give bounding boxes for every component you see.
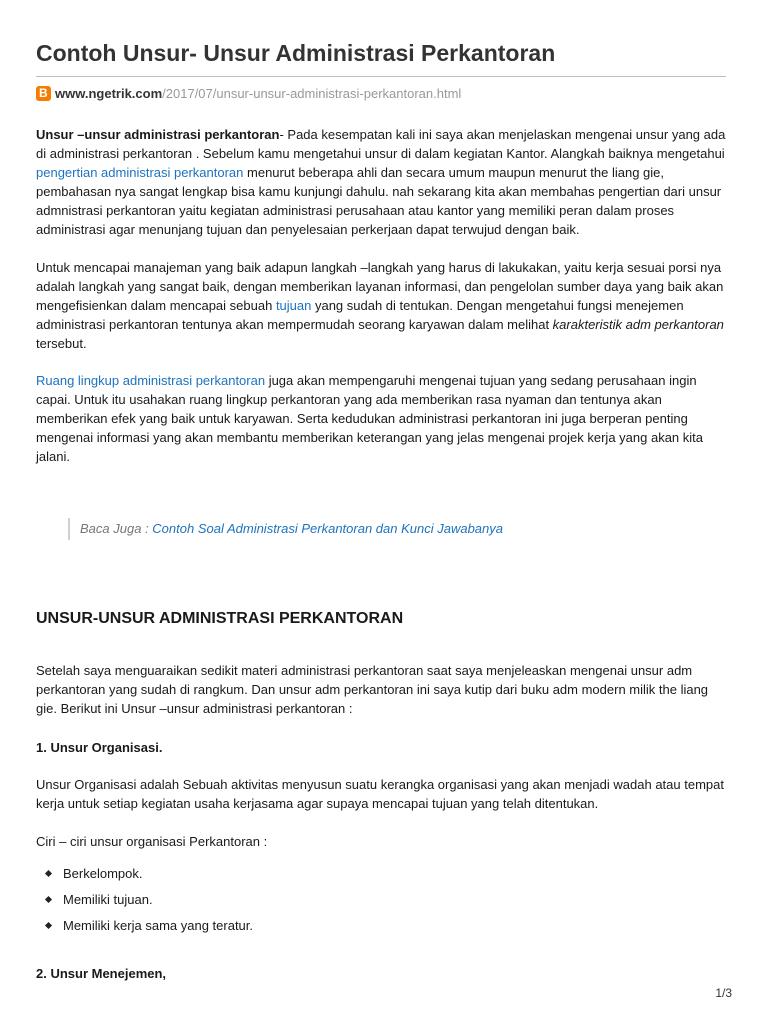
p2-emphasis: karakteristik adm perkantoran — [552, 317, 724, 332]
p3-text-1: juga akan mempengaruhi mengenai tujuan yang sedang perusahaan ingin capai. Untuk itu usahakan ruang lingkup perkantoran yang ada memberikan rasa nyaman dan tentunya akan memberikan efek yang baik untuk karyawan. Serta kedudukan administrasi perkantoran ini juga berperan penting mengenai informasi yang akan membantu memberikan keterangan yang jelas mengenai projek kerja yang akan kita jalani. — [36, 373, 703, 464]
bullet-icon — [45, 896, 52, 903]
intro-strong: Unsur –unsur administrasi perkantoran — [36, 127, 280, 142]
link-tujuan[interactable]: tujuan — [275, 298, 312, 313]
list-item — [44, 917, 253, 943]
paragraph-5: Unsur Organisasi adalah Sebuah aktivitas menyusun suatu kerangka organisasi yang akan menjadi wadah atau tempat kerja untuk setiap kegiatan usaha kerjasama agar supaya mencapai tujuan yang telah ditentukan. — [36, 777, 724, 811]
intro-text-2: menurut beberapa ahli dan secara umum maupun menurut the liang gie, pembahasan nya sangat lengkap bisa kamu kunjungi dahulu. nah sekarang kita akan membahas pengertian dari unsur admnistrasi perkantoran yaitu kegiatan administrasi perusahaan atau kantor yang memiliki peran dalam proses administrasi agar menunjang tujuan dan penyelesaian perkerjaan dapat terwujud dengan baik. — [36, 165, 722, 237]
bullet-icon — [45, 922, 52, 929]
p2-text-2: yang sudah di tentukan. Dengan mengetahui fungsi menejemen administrasi perkantoran tentunya akan mempermudah seorang karyawan dalam melihat — [36, 298, 684, 332]
list-item-text: Berkelompok. — [63, 866, 143, 881]
section-heading: UNSUR-UNSUR ADMINISTRASI PERKANTORAN — [36, 610, 404, 627]
paragraph-2 — [36, 258, 732, 353]
page-number: 1/3 — [715, 986, 732, 1000]
url-domain[interactable]: www.ngetrik.com — [55, 85, 163, 101]
related-link[interactable]: Contoh Soal Administrasi Perkantoran dan Kunci Jawabanya — [152, 521, 504, 536]
list-item — [44, 865, 253, 891]
paragraph-4: Setelah saya menguaraikan sedikit materi administrasi perkantoran saat saya menjeleaskan mengenai unsur adm perkantoran yang sudah di rangkum. Dan unsur adm perkantoran ini saya kutip dari buku adm modern milik the liang gie. Berikut ini Unsur –unsur administrasi perkantoran : — [36, 663, 709, 716]
subheading-menejemen: 2. Unsur Menejemen, — [36, 966, 167, 981]
bullet-icon — [45, 870, 52, 877]
related-quote — [68, 518, 503, 540]
subheading-organisasi: 1. Unsur Organisasi. — [36, 740, 163, 755]
blogger-icon — [36, 86, 51, 101]
related-prefix: Baca Juga : — [80, 521, 153, 536]
source-url[interactable] — [36, 84, 461, 102]
url-path[interactable]: /2017/07/unsur-unsur-administrasi-perkantoran.html — [162, 85, 462, 101]
link-ruang-lingkup[interactable]: Ruang lingkup administrasi perkantoran — [36, 373, 266, 388]
list-item-text: Memiliki kerja sama yang teratur. — [63, 918, 254, 933]
title-divider — [36, 76, 726, 77]
paragraph-6: Ciri – ciri unsur organisasi Perkantoran : — [36, 834, 268, 849]
list-item — [44, 891, 253, 917]
paragraph-3 — [36, 371, 732, 466]
article-title: Contoh Unsur- Unsur Administrasi Perkantoran — [36, 40, 556, 66]
link-pengertian[interactable]: pengertian administrasi perkantoran — [36, 165, 244, 180]
intro-text-1: - Pada kesempatan kali ini saya akan menjelaskan mengenai unsur yang ada di administrasi perkantoran . Sebelum kamu mengetahui unsur di dalam kegiatan Kantor. Alangkah baiknya mengetahui — [36, 127, 726, 161]
p2-text-3: tersebut. — [36, 336, 87, 351]
intro-paragraph — [36, 125, 732, 239]
p2-text-1: Untuk mencapai manajeman yang baik adapun langkah –langkah yang harus di lakukakan, yaitu kerja sesuai porsi nya adalah langkah yang sangat baik, dengan memberikan layanan informasi, dan pengelolan sumber daya yang baik akan mengefisienkan dalam mencapai sebuah — [36, 260, 724, 313]
bullet-list — [44, 865, 253, 943]
list-item-text: Memiliki tujuan. — [63, 892, 153, 907]
